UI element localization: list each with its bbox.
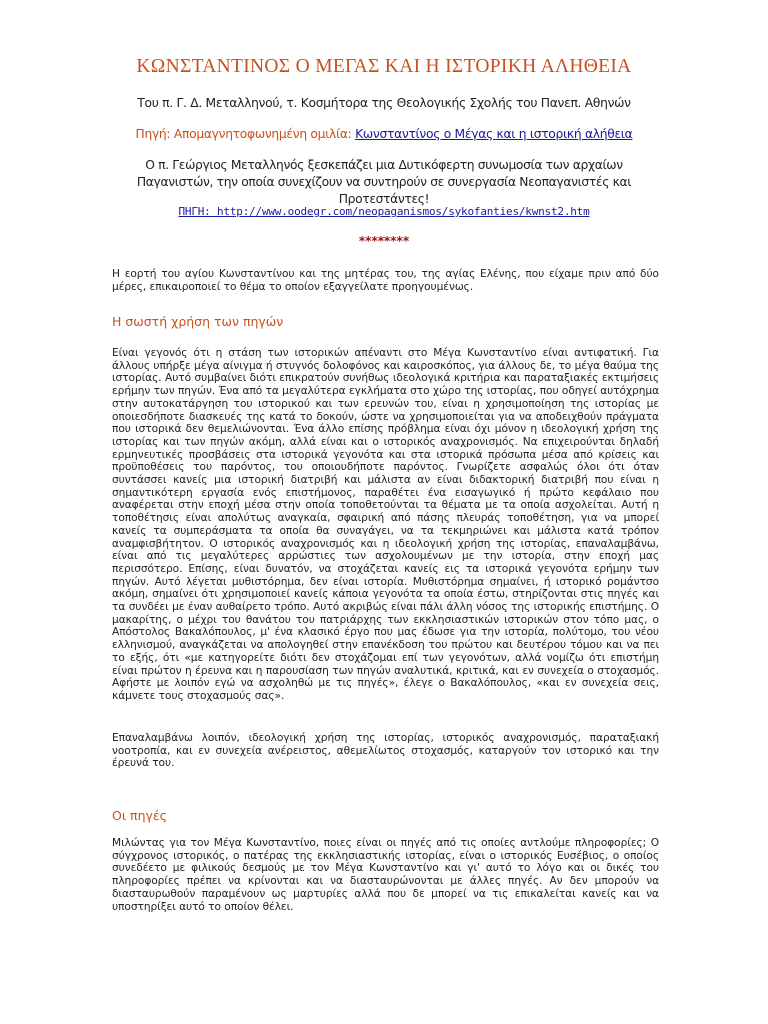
document-title: ΚΩΝΣΤΑΝΤΙΝΟΣ Ο ΜΕΓΑΣ ΚΑΙ Η ΙΣΤΟΡΙΚΗ ΑΛΗΘΕΙΑ bbox=[136, 56, 632, 77]
intro-text: Ο π. Γεώργιος Μεταλληνός ξεσκεπάζει μια Δυτικόφερτη συνωμοσία των αρχαίων Παγανιστών, την οποία συνεχίζουν να συντηρούν σε συνεργασία Νεοπαγανιστές και Προτεστάντες! bbox=[136, 158, 632, 206]
section-heading-sources-use: Η σωστή χρήση των πηγών bbox=[112, 314, 284, 329]
paragraph-main: Είναι γεγονός ότι η στάση των ιστορικών απέναντι στο Μέγα Κωνσταντίνο είναι αντιφατική. Για άλλους υπήρξε μέγα αίνιγμα ή στυγνός δολοφόνος και καιροσκόπος, για άλλους δε, το μέγα θαύμα της ιστορίας. Αυτό συμβαίνει διότι επικρατούν συνήθως ιδεολογικά κριτήρια και παραταξιακές εκτιμήσεις ερήμην των πηγών. Ένα από τα μεγαλύτερα εγκλήματα στο χώρο της ιστορίας, που οδηγεί αυτόχρημα στην αυτοκατάργηση του ιστορικού και των ερευνών του, είναι η χρησιμοποίηση της ιστορίας με οποιεσδήποτε διασκευές της κατά το δοκούν, ώστε να χρησιμοποιείται για να αποδειχθούν πράγματα που ιστορικά δεν θεμελιώνονται. Ένα άλλο επίσης πρόβλημα είναι όχι μόνον η ιδεολογική χρήση της ιστορίας και των πηγών ακόμη, αλλά είναι και ο ιστορικός αναχρονισμός. Να επιχειρούνται δηλαδή ερμηνευτικές προσβάσεις στα ιστορικά γεγονότα και στα ιστορικά πρόσωπα μέσα από κρίσεις και προϋποθέσεις του παρόντος, του οποιουδήποτε παρόντος. Γνωρίζετε ασφαλώς όλοι ότι όταν συντάσσει κανείς μια ιστορική διατριβή και μάλιστα αν είναι διδακτορική διατριβή που είναι η σημαντικότερη εργασία ενός επιστήμονος, παραθέτει ένα εισαγωγικό ή πρώτο κεφάλαιο που αναφέρεται στην εποχή μέσα στην οποία τοποθετούνται τα θέματα με τα οποία ασχολείται. Αυτή η τοποθέτησις είναι απολύτως αναγκαία, σφαιρική από πάσης πλευράς τοποθέτηση, για να μπορεί κανείς τα συμπεράσματα τα οποία θα συναγάγει, να τα τεκμηριώνει και μάλιστα κατά τρόπον αναμφισβήτητον. Ο ιστορικός αναχρονισμός και η ιδεολογική χρήση της ιστορίας, επαναλαμβάνω, είναι από τις μεγαλύτερες αρρώστιες των ασχολουμένων με την ιστορία, στην εποχή μας περισσότερο. Επίσης, είναι δυνατόν, να στοχάζεται κανείς εις τα ιστορικά γεγονότα ερήμην των πηγών. Αυτό λέγεται μυθιστόρημα, δεν είναι ιστορία. Μυθιστόρημα σημαίνει, ή ιστορικό ρομάντσο ακόμη, σημαίνει ότι χρησιμοποιεί κανείς κάποια γεγονότα τα οποία έστω, στηρίζονται στις πηγές και τα συνδέει με έναν αυθαίρετο τρόπο. Αυτό ακριβώς είναι πάλι άλλη νόσος της ιστορικής επιστήμης. Ο μακαρίτης, ο μέχρι του θανάτου του πατριάρχης των εκκλησιαστικών ιστορικών στον τόπο μας, ο Απόστολος Βακαλόπουλος, μ' ένα κλασικό έργο που μας έδωσε για την ιστορία, πολύτομο, του νέου ελληνισμού, αναγκάζεται να απολογηθεί στην επανέκδοση του πρώτου και δευτέρου τόμου και να πει το εξής, ότι «με κατηγορείτε διότι δεν στοχάζομαι επί των γεγονότων, αλλά νομίζω ότι επιστήμη είναι πρώτον η έρευνα και η παρουσίαση των πηγών αναλυτικά, κριτικά, και εν συνεχεία ο στοχασμός. Αφήστε με λοιπόν εγώ να ασχοληθώ με τις πηγές», έλεγε ο Βακαλόπουλος, «και εν συνεχεία σεις, κάμνετε τους στοχασμούς σας». bbox=[112, 347, 659, 702]
author-byline: Του π. Γ. Δ. Μεταλληνού, τ. Κοσμήτορα της Θεολογικής Σχολής του Πανεπ. Αθηνών bbox=[137, 96, 631, 110]
source-url-link[interactable]: ΠΗΓΗ: http://www.oodegr.com/neopaganismos/sykofanties/kwnst2.htm bbox=[178, 205, 590, 218]
separator-stars: ******** bbox=[358, 234, 410, 248]
source-line bbox=[0, 127, 768, 141]
section-heading-sources: Οι πηγές bbox=[112, 808, 167, 823]
source-link[interactable]: Κωνσταντίνος ο Μέγας και η ιστορική αλήθεια bbox=[355, 127, 633, 141]
paragraph-sources: Μιλώντας για τον Μέγα Κωνσταντίνο, ποιες είναι οι πηγές από τις οποίες αντλούμε πληροφορίες; Ο σύγχρονος ιστορικός, ο πατέρας της εκκλησιαστικής ιστορίας, είναι ο ιστορικός Ευσέβιος, ο οποίος συνεδέετο με φιλικούς δεσμούς με τον Μέγα Κωνσταντίνο και γι' αυτό το λόγο και οι δικές του πληροφορίες πρέπει να κρίνονται και να διασταυρώνονται με άλλες πηγές. Αν δεν μπορούν να διασταυρωθούν παραμένουν ως μαρτυρίες αλλά που δε μπορεί να τις επικαλείται κανείς και να υποστηρίξει αυτό το οποίον θέλει. bbox=[112, 837, 659, 913]
source-prefix: Πηγή: Απομαγνητοφωνημένη ομιλία: bbox=[135, 127, 356, 141]
paragraph-summary: Επαναλαμβάνω λοιπόν, ιδεολογική χρήση της ιστορίας, ιστορικός αναχρονισμός, παραταξιακή νοοτροπία, και εν συνεχεία ανέρειστος, αθεμελίωτος στοχασμός, καταργούν τον ιστορικό και την έρευνά του. bbox=[112, 732, 659, 770]
paragraph-intro: Η εορτή του αγίου Κωνσταντίνου και της μητέρας του, της αγίας Ελένης, που είχαμε πριν από δύο μέρες, επικαιροποιεί το θέμα το οποίον εξαγγείλατε προηγουμένως. bbox=[112, 268, 659, 293]
